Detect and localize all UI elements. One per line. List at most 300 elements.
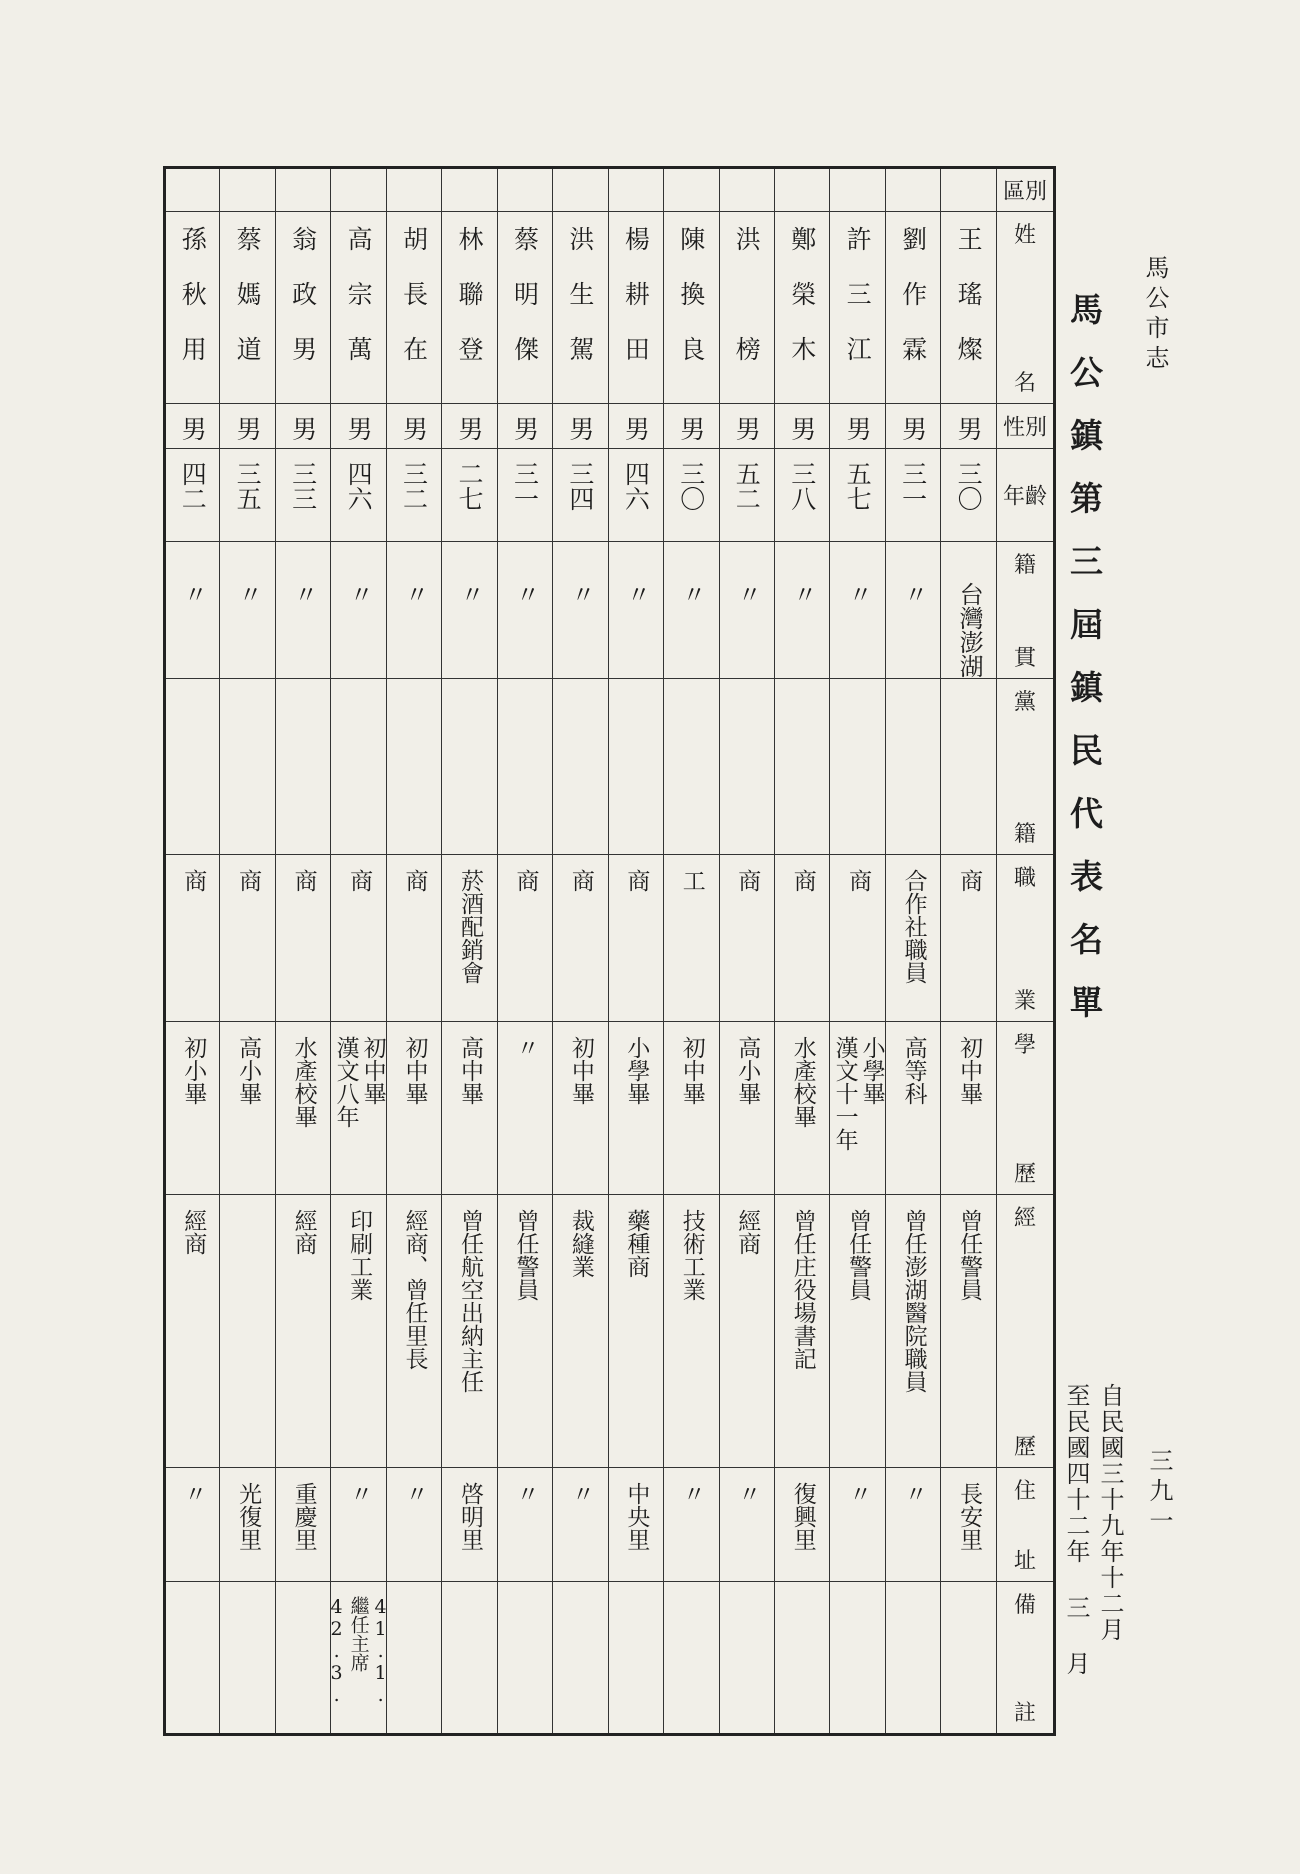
cell-experience <box>941 1195 997 1468</box>
sex-text: 男 <box>732 416 762 441</box>
cell-name <box>275 212 330 404</box>
cell-party <box>386 679 441 855</box>
cell-address <box>331 1468 386 1582</box>
cell-age <box>608 449 663 542</box>
name-text: 蔡媽道 <box>233 226 263 391</box>
native-place-text: 〃 <box>844 582 873 606</box>
native-place-text: 〃 <box>179 582 208 606</box>
cell-remarks <box>275 1582 330 1735</box>
name-text: 鄭榮木 <box>787 226 817 391</box>
cell-experience <box>165 1195 220 1468</box>
sex-text: 男 <box>233 416 263 441</box>
cell-remarks <box>165 1582 220 1735</box>
cell-remarks <box>941 1582 997 1735</box>
cell-experience <box>275 1195 330 1468</box>
cell-native-place <box>830 542 885 679</box>
experience-text: 曾任航空出納主任 <box>456 1209 483 1393</box>
native-place-text: 台灣澎湖 <box>955 582 984 678</box>
representatives-table <box>163 166 1056 1736</box>
cell-sex <box>497 404 552 449</box>
cell-native-place <box>442 542 497 679</box>
education-text: 初中畢 <box>567 1036 594 1105</box>
cell-occupation <box>220 855 275 1022</box>
remarks-text: 繼任主席 <box>347 1596 370 1672</box>
education-text: 漢文八年 <box>332 1036 359 1128</box>
education-text: 高等科 <box>900 1036 927 1105</box>
cell-education <box>774 1022 829 1195</box>
cell-party <box>885 679 940 855</box>
cell-occupation <box>664 855 719 1022</box>
cell-district <box>664 168 719 212</box>
age-text: 三一 <box>898 461 928 511</box>
cell-address <box>220 1468 275 1582</box>
header-experience <box>997 1195 1055 1468</box>
cell-remarks <box>386 1582 441 1735</box>
native-place-text: 〃 <box>400 582 429 606</box>
name-text: 許三江 <box>843 226 873 391</box>
cell-sex <box>664 404 719 449</box>
cell-address <box>719 1468 774 1582</box>
period-end: 至民國四十二年 三 月 <box>1062 1383 1090 1677</box>
address-text: 〃 <box>900 1482 927 1505</box>
header-label: 歷 <box>1013 1162 1037 1187</box>
cell-education <box>830 1022 885 1195</box>
address-text: 〃 <box>734 1482 761 1505</box>
cell-sex <box>165 404 220 449</box>
cell-education <box>885 1022 940 1195</box>
experience-text: 經商 <box>734 1209 761 1255</box>
header-label: 姓 <box>1013 223 1037 248</box>
sex-text: 男 <box>676 416 706 441</box>
cell-party <box>774 679 829 855</box>
sex-text: 男 <box>954 416 984 441</box>
cell-age <box>941 449 997 542</box>
cell-district <box>275 168 330 212</box>
native-place-text: 〃 <box>289 582 318 606</box>
cell-party <box>830 679 885 855</box>
cell-sex <box>608 404 663 449</box>
cell-education <box>719 1022 774 1195</box>
cell-occupation <box>719 855 774 1022</box>
cell-native-place <box>941 542 997 679</box>
header-label: 年齡 <box>1002 484 1048 510</box>
cell-native-place <box>386 542 441 679</box>
cell-party <box>220 679 275 855</box>
age-text: 三三 <box>288 461 318 511</box>
book-title: 馬公市志 <box>1141 255 1169 375</box>
age-text: 三一 <box>510 461 540 511</box>
header-label: 名 <box>1013 371 1037 396</box>
remarks-text: 42.3. <box>325 1596 348 1706</box>
cell-party <box>941 679 997 855</box>
cell-address <box>941 1468 997 1582</box>
education-text: 水產校畢 <box>789 1036 816 1128</box>
cell-party <box>497 679 552 855</box>
cell-native-place <box>664 542 719 679</box>
experience-text: 曾任庄役場書記 <box>789 1209 816 1370</box>
cell-address <box>608 1468 663 1582</box>
cell-experience <box>830 1195 885 1468</box>
address-text: 長安里 <box>956 1482 983 1551</box>
address-text: 〃 <box>678 1482 705 1505</box>
period-start: 自民國三十九年十二月 <box>1096 1383 1124 1643</box>
header-label: 性別 <box>1002 415 1048 441</box>
cell-age <box>774 449 829 542</box>
cell-education <box>664 1022 719 1195</box>
cell-address <box>386 1468 441 1582</box>
cell-name <box>553 212 608 404</box>
cell-age <box>719 449 774 542</box>
cell-address <box>275 1468 330 1582</box>
cell-party <box>719 679 774 855</box>
experience-text: 曾任澎湖醫院職員 <box>900 1209 927 1393</box>
cell-occupation <box>275 855 330 1022</box>
cell-experience <box>774 1195 829 1468</box>
sex-text: 男 <box>178 416 208 441</box>
cell-experience <box>553 1195 608 1468</box>
cell-district <box>165 168 220 212</box>
cell-occupation <box>331 855 386 1022</box>
cell-remarks <box>719 1582 774 1735</box>
cell-age <box>830 449 885 542</box>
education-text: 高小畢 <box>734 1036 761 1105</box>
cell-district <box>719 168 774 212</box>
cell-name <box>165 212 220 404</box>
cell-occupation <box>497 855 552 1022</box>
cell-occupation <box>885 855 940 1022</box>
cell-party <box>442 679 497 855</box>
occupation-text: 商 <box>235 869 262 892</box>
cell-age <box>553 449 608 542</box>
cell-education <box>386 1022 441 1195</box>
header-label: 住 <box>1013 1479 1037 1504</box>
cell-native-place <box>275 542 330 679</box>
cell-age <box>885 449 940 542</box>
name-text: 高宗萬 <box>344 226 374 391</box>
address-text: 重慶里 <box>290 1482 317 1551</box>
education-text: 初中畢 <box>401 1036 428 1105</box>
cell-address <box>774 1468 829 1582</box>
name-text: 胡長在 <box>399 226 429 391</box>
address-text: 〃 <box>512 1482 539 1505</box>
cell-age <box>497 449 552 542</box>
row-education <box>165 1022 1055 1195</box>
cell-sex <box>331 404 386 449</box>
header-label: 備 <box>1013 1593 1037 1618</box>
name-text: 楊耕田 <box>621 226 651 391</box>
cell-party <box>553 679 608 855</box>
cell-remarks <box>220 1582 275 1735</box>
sex-text: 男 <box>288 416 318 441</box>
age-text: 四六 <box>344 461 374 511</box>
sex-text: 男 <box>344 416 374 441</box>
native-place-text: 〃 <box>234 582 263 606</box>
page-number: 三九一 <box>1145 1448 1173 1538</box>
cell-education <box>331 1022 386 1195</box>
cell-address <box>553 1468 608 1582</box>
cell-native-place <box>719 542 774 679</box>
native-place-text: 〃 <box>733 582 762 606</box>
cell-name <box>442 212 497 404</box>
education-text: 水產校畢 <box>290 1036 317 1128</box>
experience-text: 曾任警員 <box>845 1209 872 1301</box>
name-text: 蔡明傑 <box>510 226 540 391</box>
cell-occupation <box>941 855 997 1022</box>
cell-education <box>553 1022 608 1195</box>
age-text: 二七 <box>454 461 484 511</box>
experience-text: 經商、曾任里長 <box>401 1209 428 1370</box>
name-text: 翁政男 <box>288 226 318 391</box>
cell-sex <box>386 404 441 449</box>
cell-name <box>941 212 997 404</box>
cell-district <box>830 168 885 212</box>
address-text: 〃 <box>845 1482 872 1505</box>
cell-district <box>497 168 552 212</box>
header-native-place <box>997 542 1055 679</box>
age-text: 四六 <box>621 461 651 511</box>
cell-occupation <box>386 855 441 1022</box>
cell-experience <box>608 1195 663 1468</box>
address-text: 〃 <box>346 1482 373 1505</box>
cell-experience <box>331 1195 386 1468</box>
sex-text: 男 <box>565 416 595 441</box>
cell-district <box>442 168 497 212</box>
cell-remarks <box>774 1582 829 1735</box>
cell-district <box>885 168 940 212</box>
sex-text: 男 <box>454 416 484 441</box>
cell-address <box>497 1468 552 1582</box>
row-experience <box>165 1195 1055 1468</box>
header-sex <box>997 404 1055 449</box>
education-text: 〃 <box>512 1036 539 1059</box>
cell-party <box>331 679 386 855</box>
sex-text: 男 <box>510 416 540 441</box>
cell-district <box>553 168 608 212</box>
cell-party <box>165 679 220 855</box>
header-label: 黨 <box>1013 690 1037 715</box>
age-text: 三五 <box>233 461 263 511</box>
occupation-text: 商 <box>845 869 872 892</box>
cell-sex <box>275 404 330 449</box>
sex-text: 男 <box>898 416 928 441</box>
age-text: 五二 <box>732 461 762 511</box>
cell-education <box>941 1022 997 1195</box>
row-sex <box>165 404 1055 449</box>
experience-text: 經商 <box>290 1209 317 1255</box>
experience-text: 技術工業 <box>678 1209 705 1301</box>
header-label: 區別 <box>1002 179 1048 205</box>
cell-sex <box>774 404 829 449</box>
cell-experience <box>220 1195 275 1468</box>
cell-name <box>830 212 885 404</box>
age-text: 三四 <box>565 461 595 511</box>
cell-native-place <box>220 542 275 679</box>
cell-education <box>165 1022 220 1195</box>
header-label: 學 <box>1013 1033 1037 1058</box>
occupation-text: 商 <box>623 869 650 892</box>
experience-text: 藥種商 <box>623 1209 650 1278</box>
cell-experience <box>664 1195 719 1468</box>
cell-native-place <box>497 542 552 679</box>
native-place-text: 〃 <box>788 582 817 606</box>
header-education <box>997 1022 1055 1195</box>
cell-occupation <box>165 855 220 1022</box>
age-text: 五七 <box>843 461 873 511</box>
cell-sex <box>220 404 275 449</box>
age-text: 三八 <box>787 461 817 511</box>
age-text: 三〇 <box>676 461 706 511</box>
occupation-text: 商 <box>290 869 317 892</box>
native-place-text: 〃 <box>455 582 484 606</box>
education-text: 初中畢 <box>956 1036 983 1105</box>
header-label: 貫 <box>1013 646 1037 671</box>
occupation-text: 合作社職員 <box>900 869 927 984</box>
cell-sex <box>885 404 940 449</box>
header-label: 歷 <box>1013 1435 1037 1460</box>
cell-education <box>497 1022 552 1195</box>
name-text: 林聯登 <box>454 226 484 391</box>
row-name <box>165 212 1055 404</box>
cell-party <box>664 679 719 855</box>
cell-native-place <box>553 542 608 679</box>
cell-party <box>608 679 663 855</box>
cell-experience <box>386 1195 441 1468</box>
document-title: 馬公鎮第三屆鎮民代表名單 <box>1065 292 1104 1048</box>
address-text: 中央里 <box>623 1482 650 1551</box>
row-occupation <box>165 855 1055 1022</box>
occupation-text: 工 <box>678 869 705 892</box>
cell-address <box>885 1468 940 1582</box>
address-text: 光復里 <box>235 1482 262 1551</box>
cell-address <box>830 1468 885 1582</box>
sex-text: 男 <box>843 416 873 441</box>
cell-education <box>275 1022 330 1195</box>
cell-name <box>497 212 552 404</box>
age-text: 三二 <box>399 461 429 511</box>
cell-age <box>275 449 330 542</box>
native-place-text: 〃 <box>345 582 374 606</box>
cell-experience <box>442 1195 497 1468</box>
header-party <box>997 679 1055 855</box>
cell-address <box>165 1468 220 1582</box>
cell-remarks <box>553 1582 608 1735</box>
row-party <box>165 679 1055 855</box>
address-text: 〃 <box>567 1482 594 1505</box>
header-label: 業 <box>1013 989 1037 1014</box>
header-label: 職 <box>1013 866 1037 891</box>
experience-text: 經商 <box>180 1209 207 1255</box>
native-place-text: 〃 <box>677 582 706 606</box>
native-place-text: 〃 <box>566 582 595 606</box>
name-text: 孫秋用 <box>178 226 208 391</box>
cell-occupation <box>442 855 497 1022</box>
cell-native-place <box>331 542 386 679</box>
header-label: 經 <box>1013 1206 1037 1231</box>
name-text: 洪 榜 <box>732 226 762 391</box>
cell-name <box>885 212 940 404</box>
native-place-text: 〃 <box>511 582 540 606</box>
cell-age <box>165 449 220 542</box>
remarks-text: 41.1. <box>369 1596 392 1706</box>
cell-district <box>774 168 829 212</box>
cell-remarks <box>497 1582 552 1735</box>
cell-native-place <box>608 542 663 679</box>
occupation-text: 商 <box>346 869 373 892</box>
cell-sex <box>830 404 885 449</box>
cell-district <box>386 168 441 212</box>
cell-district <box>941 168 997 212</box>
name-text: 劉作霖 <box>898 226 928 391</box>
cell-name <box>220 212 275 404</box>
cell-district <box>220 168 275 212</box>
education-text: 高小畢 <box>235 1036 262 1105</box>
address-text: 〃 <box>180 1482 207 1505</box>
cell-age <box>442 449 497 542</box>
cell-education <box>442 1022 497 1195</box>
cell-education <box>220 1022 275 1195</box>
cell-native-place <box>774 542 829 679</box>
cell-sex <box>719 404 774 449</box>
cell-party <box>275 679 330 855</box>
age-text: 三〇 <box>954 461 984 511</box>
cell-address <box>664 1468 719 1582</box>
cell-name <box>719 212 774 404</box>
cell-sex <box>442 404 497 449</box>
address-text: 〃 <box>401 1482 428 1505</box>
cell-remarks <box>885 1582 940 1735</box>
education-text: 高中畢 <box>456 1036 483 1105</box>
cell-remarks <box>664 1582 719 1735</box>
age-text: 四二 <box>178 461 208 511</box>
cell-remarks <box>608 1582 663 1735</box>
cell-district <box>331 168 386 212</box>
cell-occupation <box>608 855 663 1022</box>
row-native-place <box>165 542 1055 679</box>
education-text: 初中畢 <box>678 1036 705 1105</box>
native-place-text: 〃 <box>622 582 651 606</box>
cell-age <box>220 449 275 542</box>
education-text: 小學畢 <box>623 1036 650 1105</box>
header-label: 籍 <box>1013 822 1037 847</box>
cell-remarks <box>830 1582 885 1735</box>
header-label: 址 <box>1013 1549 1037 1574</box>
cell-experience <box>719 1195 774 1468</box>
cell-occupation <box>774 855 829 1022</box>
header-age <box>997 449 1055 542</box>
occupation-text: 商 <box>180 869 207 892</box>
header-label: 註 <box>1013 1701 1037 1726</box>
experience-text: 印刷工業 <box>346 1209 373 1301</box>
cell-age <box>386 449 441 542</box>
occupation-text: 商 <box>956 869 983 892</box>
header-name <box>997 212 1055 404</box>
cell-native-place <box>885 542 940 679</box>
occupation-text: 商 <box>734 869 761 892</box>
cell-education <box>608 1022 663 1195</box>
cell-experience <box>497 1195 552 1468</box>
cell-age <box>664 449 719 542</box>
header-district <box>997 168 1055 212</box>
cell-experience <box>885 1195 940 1468</box>
cell-remarks <box>442 1582 497 1735</box>
cell-sex <box>941 404 997 449</box>
occupation-text: 菸酒配銷會 <box>456 869 483 984</box>
education-text: 漢文十一年 <box>831 1036 858 1151</box>
header-label: 籍 <box>1013 553 1037 578</box>
education-text: 初小畢 <box>180 1036 207 1105</box>
cell-sex <box>553 404 608 449</box>
name-text: 洪生駕 <box>565 226 595 391</box>
